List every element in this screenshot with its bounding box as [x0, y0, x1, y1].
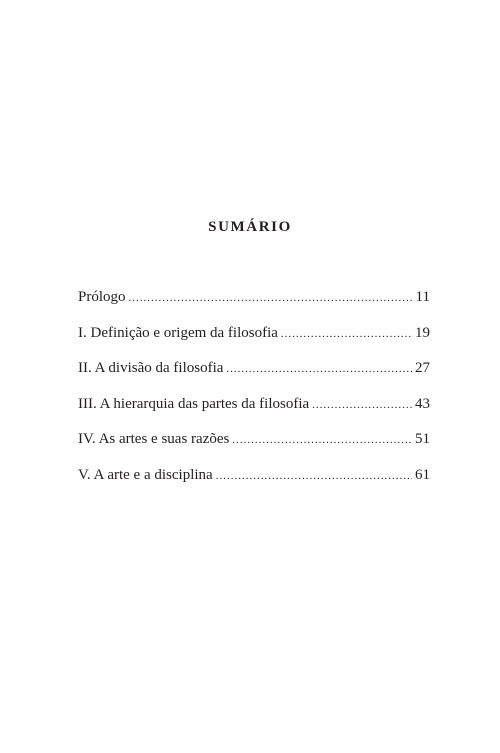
toc-page-number: 51 [415, 431, 430, 447]
dot-leader [216, 466, 412, 486]
dot-leader [232, 430, 412, 450]
toc-page-number: 61 [415, 466, 430, 483]
toc-entry-prologo [78, 287, 430, 323]
toc-page-number: 19 [415, 324, 430, 341]
toc-page-number: 27 [415, 360, 430, 376]
toc-entry-chapter-2 [78, 358, 430, 394]
dot-leader [312, 395, 412, 415]
toc-entry-title: III. A hierarquia das partes da filosofia [78, 395, 310, 412]
table-of-contents [78, 287, 430, 500]
toc-heading: SUMÁRIO [208, 219, 292, 235]
toc-entry-chapter-4 [78, 429, 430, 465]
toc-entry-title: I. Definição e origem da filosofia [78, 324, 278, 341]
toc-entry-title: II. A divisão da filosofia [78, 360, 224, 376]
toc-entry-chapter-3 [78, 394, 430, 430]
dot-leader [226, 359, 412, 379]
toc-page-number: 11 [415, 289, 430, 305]
toc-entry-chapter-5 [78, 465, 430, 501]
toc-page-number: 43 [415, 395, 430, 412]
toc-entry-title: Prólogo [78, 289, 126, 305]
dot-leader [281, 324, 412, 344]
toc-entry-chapter-1 [78, 323, 430, 359]
toc-entry-title: IV. As artes e suas razões [78, 431, 230, 447]
toc-entry-title: V. A arte e a disciplina [78, 466, 213, 483]
dot-leader [129, 288, 413, 308]
